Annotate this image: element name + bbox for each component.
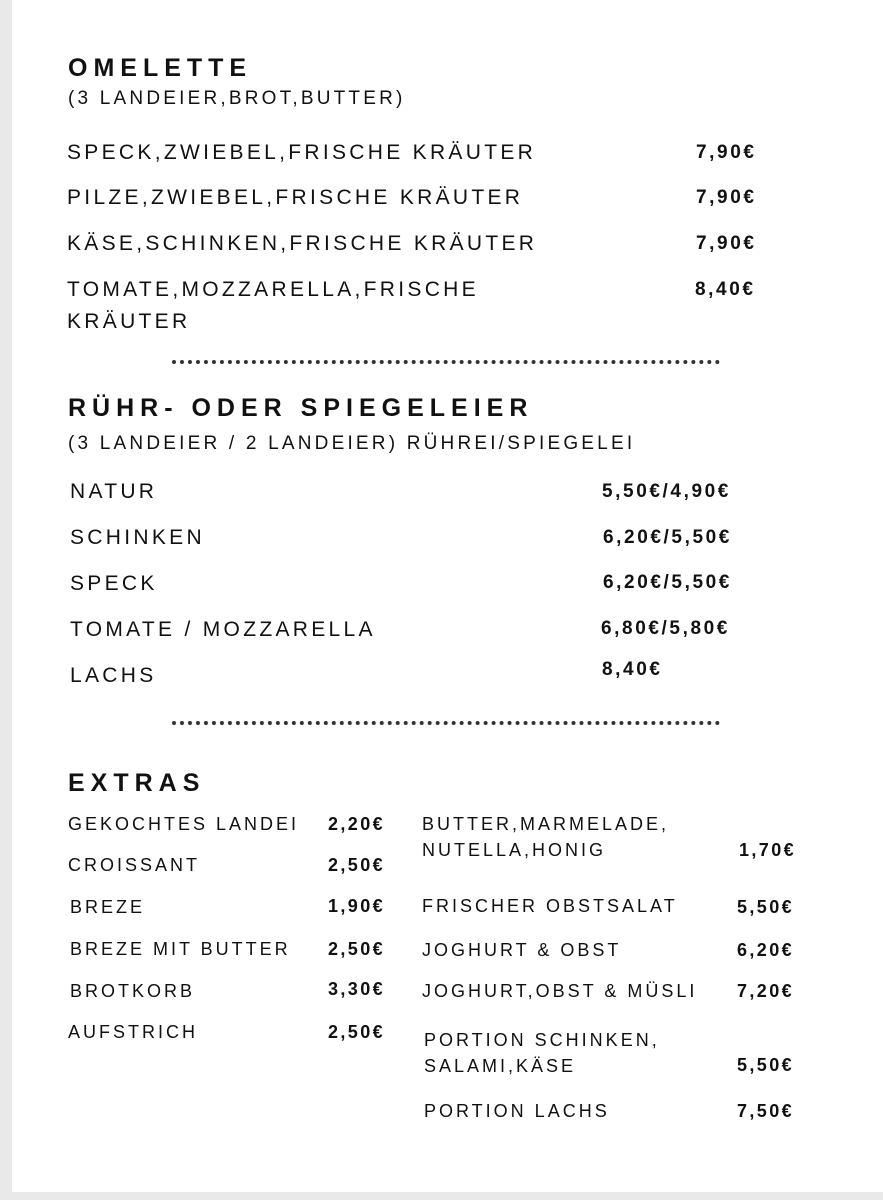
eggs-item-name: LACHS	[70, 664, 157, 687]
extras-item-name-line2: NUTELLA,HONIG	[422, 840, 607, 860]
omelette-heading: OMELETTE	[68, 54, 253, 82]
extras-item-price: 5,50€	[737, 1055, 795, 1075]
eggs-item-price: 6,80€/5,80€	[601, 618, 730, 639]
eggs-item-price: 8,40€	[602, 659, 663, 680]
omelette-item-price: 7,90€	[696, 142, 757, 163]
extras-item-name: BROTKORB	[70, 981, 196, 1001]
extras-item-price: 6,20€	[737, 940, 795, 960]
eggs-item-price: 6,20€/5,50€	[603, 572, 732, 593]
omelette-item-price: 8,40€	[695, 279, 756, 300]
extras-item-price: 2,50€	[328, 855, 386, 875]
eggs-item-name: NATUR	[70, 480, 158, 503]
extras-item-name: FRISCHER OBSTSALAT	[422, 896, 678, 916]
extras-item-name: GEKOCHTES LANDEI	[68, 814, 300, 834]
eggs-item-price: 6,20€/5,50€	[603, 527, 732, 548]
extras-item-price: 2,20€	[328, 814, 386, 834]
extras-item-name: JOGHURT,OBST & MÜSLI	[422, 981, 698, 1001]
extras-item-price: 7,50€	[737, 1101, 795, 1121]
omelette-item-name: TOMATE,MOZZARELLA,FRISCHE	[67, 278, 479, 301]
extras-item-name: AUFSTRICH	[68, 1022, 198, 1042]
omelette-item-name: SPECK,ZWIEBEL,FRISCHE KRÄUTER	[67, 141, 537, 164]
extras-item-price: 5,50€	[737, 897, 795, 917]
omelette-item-price: 7,90€	[696, 187, 757, 208]
dotted-divider	[172, 721, 720, 725]
omelette-item-name-line2: KRÄUTER	[67, 310, 191, 333]
omelette-subtitle: (3 LANDEIER,BROT,BUTTER)	[68, 88, 406, 109]
extras-item-price: 2,50€	[328, 1022, 386, 1042]
eggs-item-price: 5,50€/4,90€	[602, 481, 731, 502]
extras-item-name: PORTION LACHS	[424, 1101, 610, 1121]
extras-heading: EXTRAS	[68, 769, 206, 797]
extras-item-name: BUTTER,MARMELADE,	[422, 814, 670, 834]
extras-item-name: JOGHURT & OBST	[422, 940, 622, 960]
extras-item-name: BREZE	[70, 897, 146, 917]
dotted-divider	[172, 360, 720, 364]
extras-item-price: 1,70€	[739, 840, 797, 860]
extras-item-name: BREZE MIT BUTTER	[70, 939, 291, 959]
extras-item-name: CROISSANT	[68, 855, 201, 875]
eggs-item-name: SPECK	[70, 572, 158, 595]
omelette-item-name: KÄSE,SCHINKEN,FRISCHE KRÄUTER	[67, 232, 538, 255]
omelette-item-name: PILZE,ZWIEBEL,FRISCHE KRÄUTER	[67, 186, 524, 209]
menu-page	[12, 0, 883, 1192]
eggs-heading: RÜHR- ODER SPIEGELEIER	[68, 394, 534, 422]
extras-item-name: PORTION SCHINKEN,	[424, 1030, 660, 1050]
extras-item-price: 1,90€	[328, 896, 386, 916]
eggs-item-name: SCHINKEN	[70, 526, 205, 549]
omelette-item-price: 7,90€	[696, 233, 757, 254]
extras-item-name-line2: SALAMI,KÄSE	[424, 1056, 577, 1076]
eggs-item-name: TOMATE / MOZZARELLA	[70, 618, 376, 641]
extras-item-price: 3,30€	[328, 979, 386, 999]
extras-item-price: 2,50€	[328, 939, 386, 959]
extras-item-price: 7,20€	[737, 981, 795, 1001]
eggs-subtitle: (3 LANDEIER / 2 LANDEIER) RÜHREI/SPIEGELEI	[68, 433, 636, 454]
